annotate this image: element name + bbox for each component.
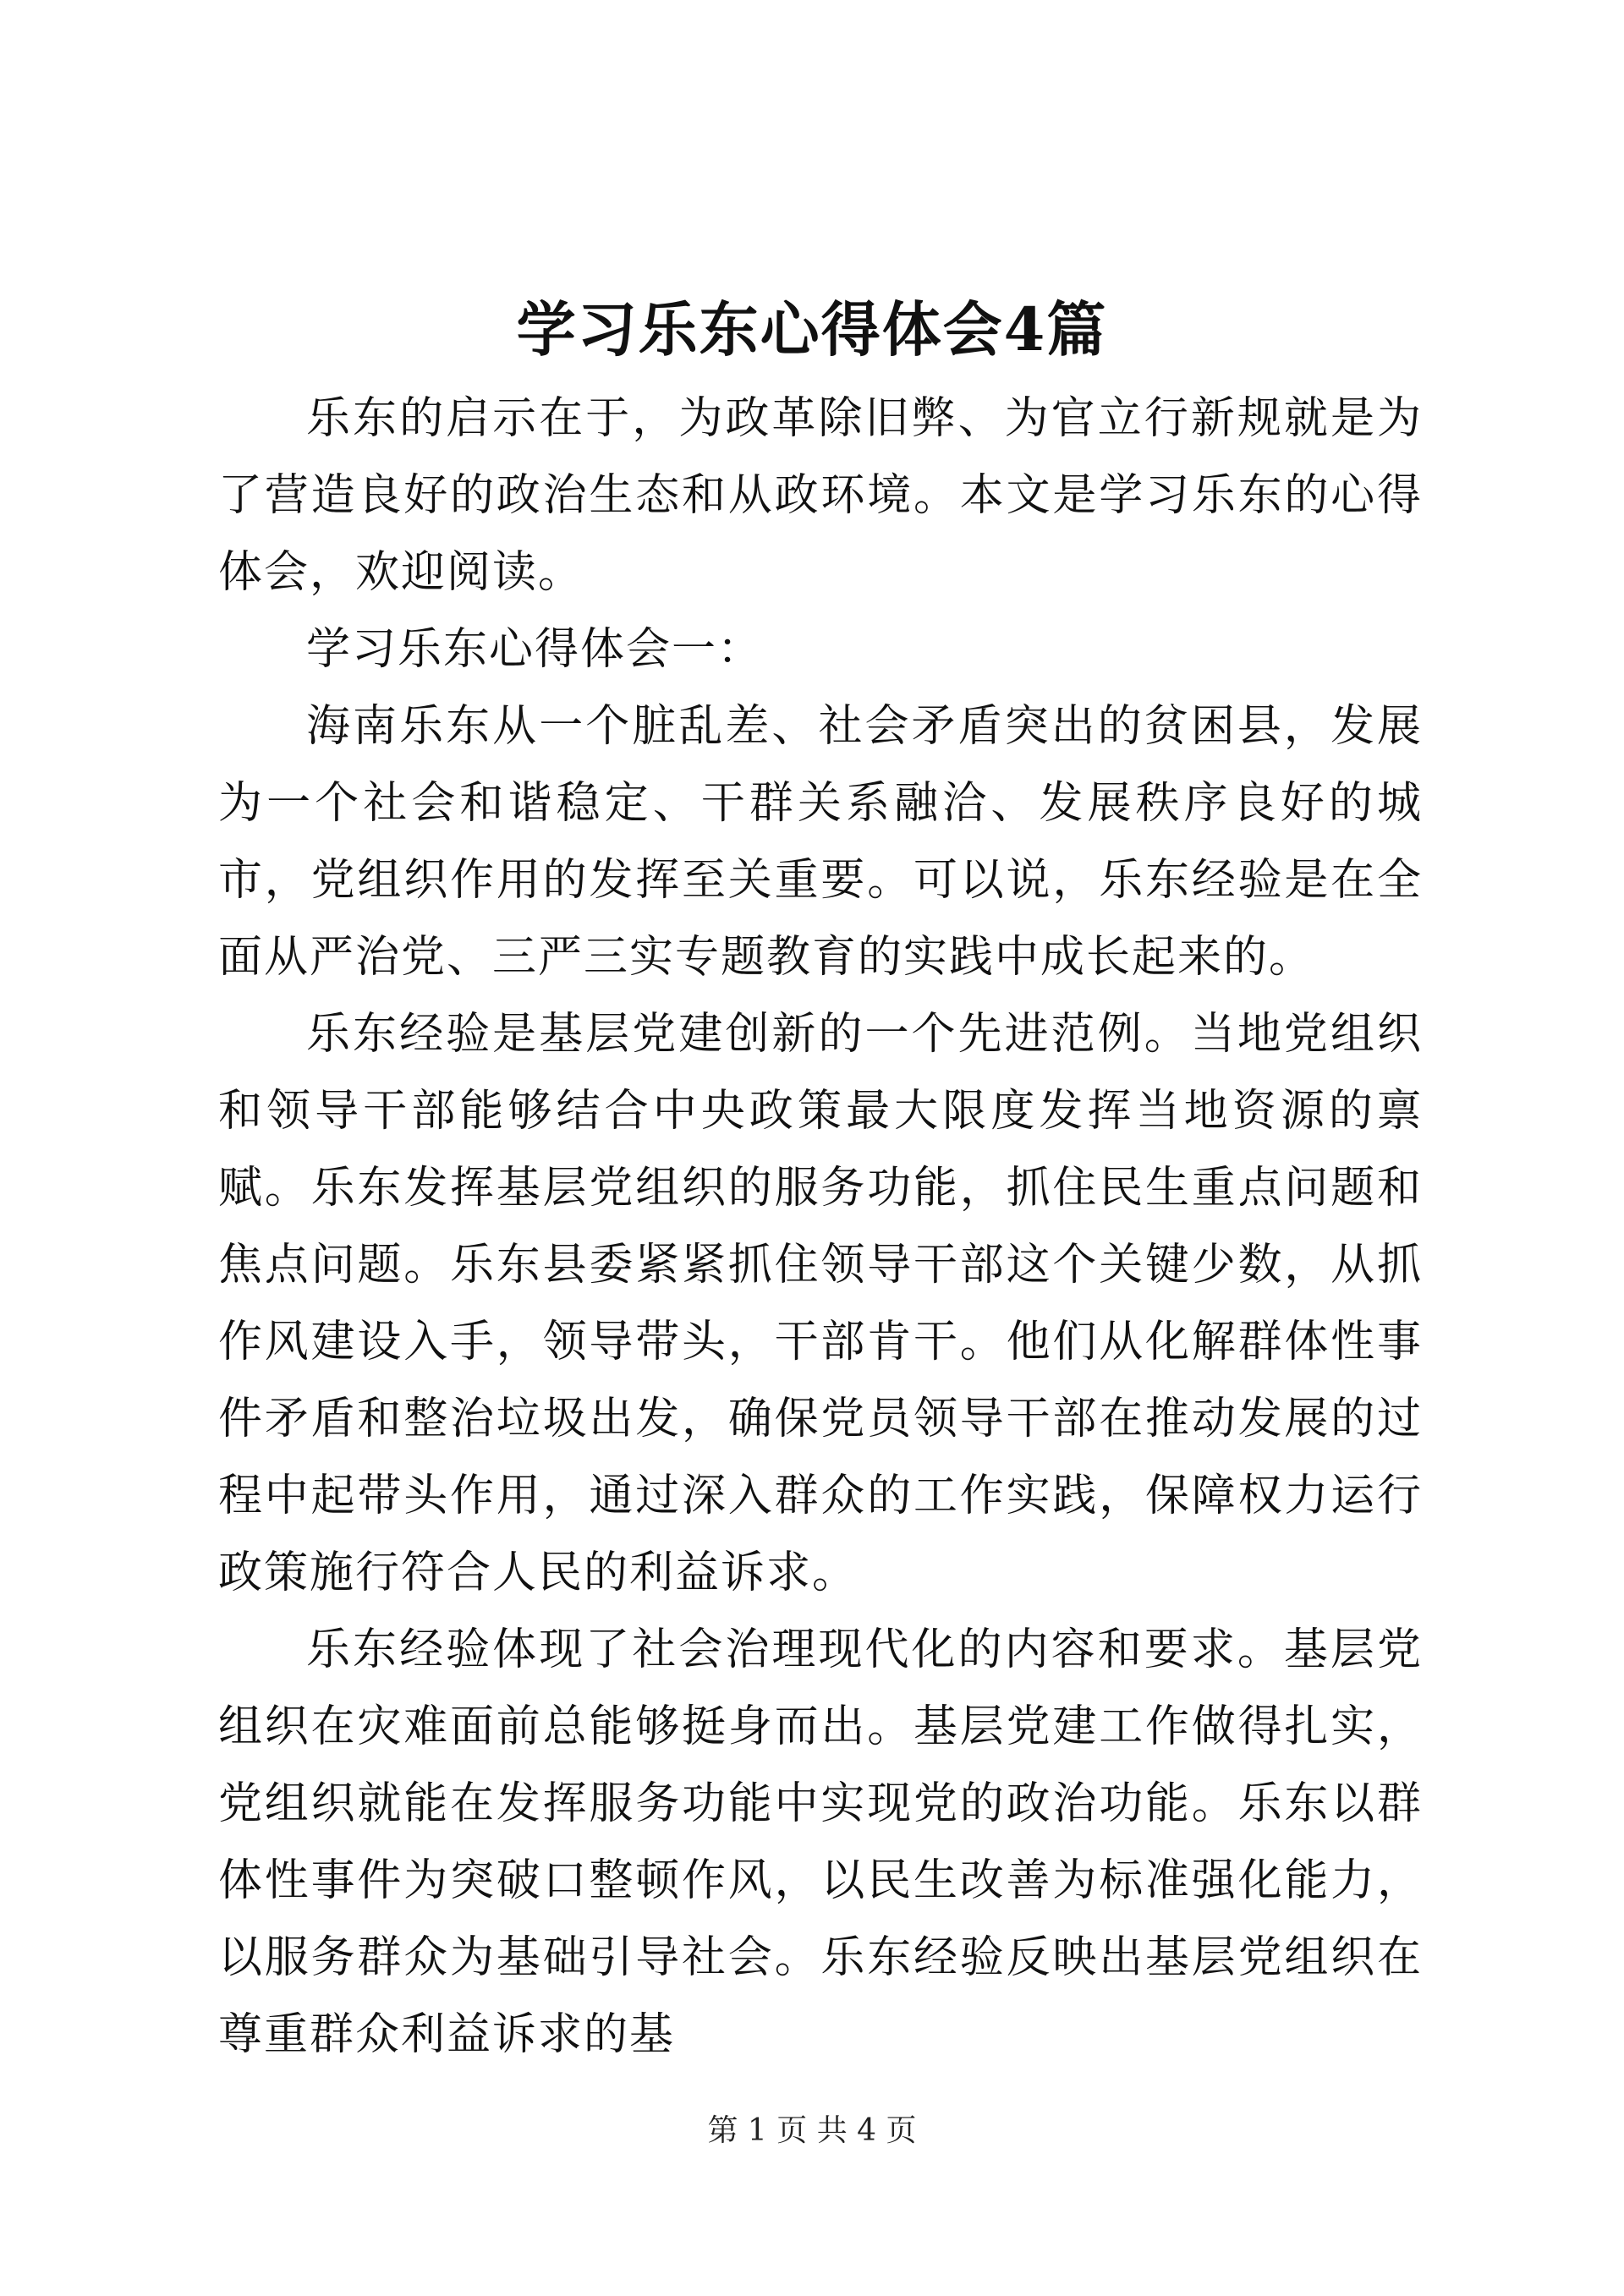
- document-body: [218, 381, 1423, 2074]
- document-title: 学习乐东心得体会4篇: [516, 294, 1108, 364]
- paragraph-body: 乐东经验是基层党建创新的一个先进范例。当地党组织和领导干部能够结合中央政策最大限度发挥当地资源的禀赋。乐东发挥基层党组织的服务功能，抓住民生重点问题和焦点问题。乐东县委紧紧抓住领导干部这个关键少数，从抓作风建设入手，领导带头，干部肯干。他们从化解群体性事件矛盾和整治垃圾出发，确保党员领导干部在推动发展的过程中起带头作用，通过深入群众的工作实践，保障权力运行政策施行符合人民的利益诉求。: [218, 1009, 1423, 1598]
- paragraph-section-heading: 学习乐东心得体会一：: [306, 624, 764, 675]
- paragraph-body: 乐东经验体现了社会治理现代化的内容和要求。基层党组织在灾难面前总能够挺身而出。基层党建工作做得扎实，党组织就能在发挥服务功能中实现党的政治功能。乐东以群体性事件为突破口整顿作风，以民生改善为标准强化能力，以服务群众为基础引导社会。乐东经验反映出基层党组织在尊重群众利益诉求的基: [218, 1625, 1423, 2060]
- paragraph-body: 海南乐东从一个脏乱差、社会矛盾突出的贫困县，发展为一个社会和谐稳定、干群关系融洽、发展秩序良好的城市，党组织作用的发挥至关重要。可以说，乐东经验是在全面从严治党、三严三实专题教育的实践中成长起来的。: [218, 701, 1423, 983]
- page-number-footer: 第 1 页 共 4 页: [707, 2113, 917, 2148]
- paragraph-intro: 乐东的启示在于，为政革除旧弊、为官立行新规就是为了营造良好的政治生态和从政环境。本文是学习乐东的心得体会，欢迎阅读。: [218, 393, 1423, 598]
